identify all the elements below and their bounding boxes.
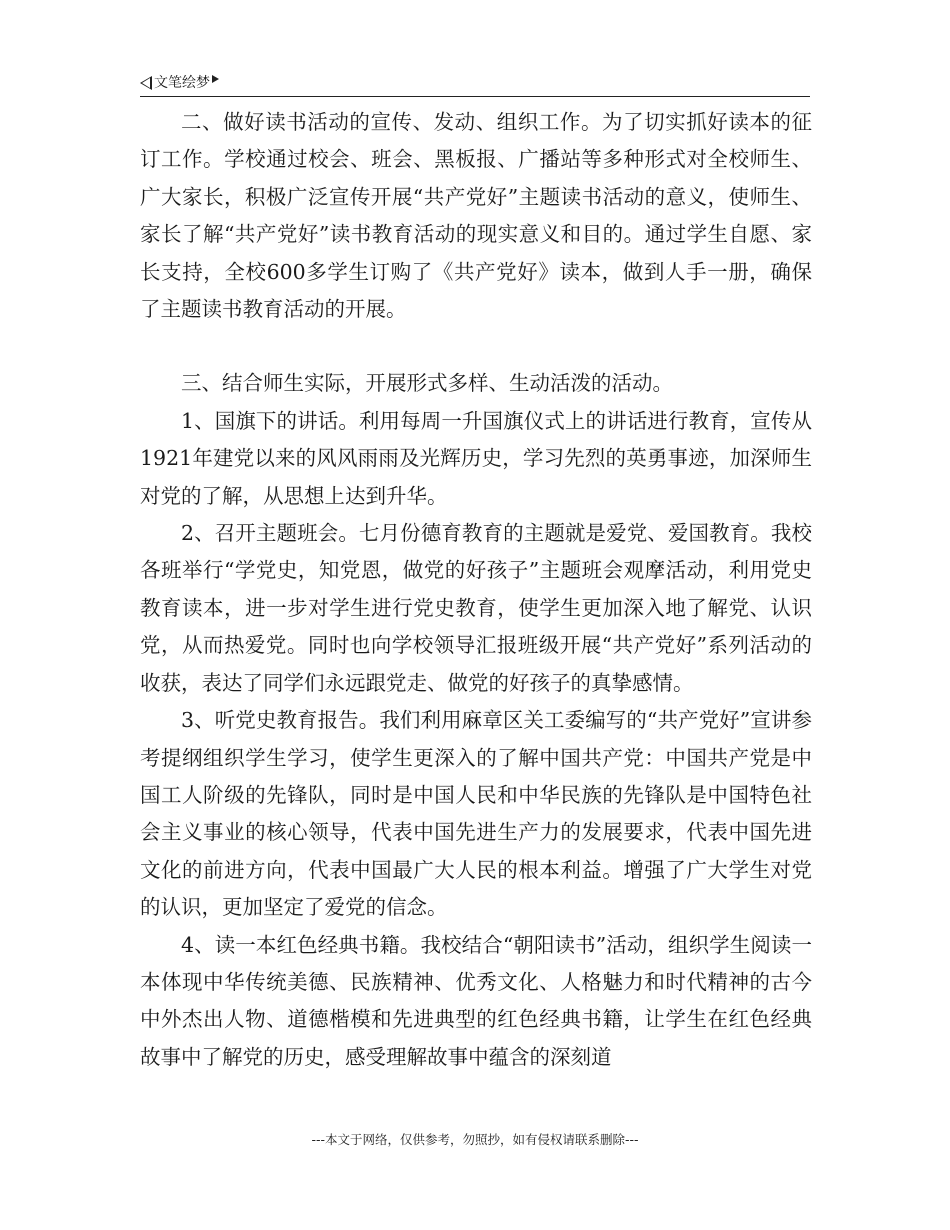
document-body <box>140 104 812 1076</box>
paragraph-flag-speech: 1、国旗下的讲话。利用每周一升国旗仪式上的讲话进行教育，宣传从1921年建党以来的风风雨雨及光辉历史，学习先烈的英勇事迹，加深师生对党的了解，从思想上达到升华。 <box>140 408 812 508</box>
paragraph-history-report: 3、听党史教育报告。我们利用麻章区关工委编写的“共产党好”宣讲参考提纲组织学生学习，使学生更深入的了解中国共产党：中国共产党是中国工人阶级的先锋队，同时是中国人民和中华民族的先锋队是中国特色社会主义事业的核心领导，代表中国先进生产力的发展要求，代表中国先进文化的前进方向，代表中国最广大人民的根本利益。增强了广大学生对党的认识，更加坚定了爱党的信念。 <box>140 708 812 920</box>
left-triangle-icon <box>140 76 152 90</box>
paragraph-section-three-heading: 三、结合师生实际，开展形式多样、生动活泼的活动。 <box>181 371 673 396</box>
right-triangle-icon <box>212 75 219 83</box>
paragraph-publicity: 二、做好读书活动的宣传、发动、组织工作。为了切实抓好读本的征订工作。学校通过校会、班会、黑板报、广播站等多种形式对全校师生、广大家长，积极广泛宣传开展“共产党好”主题读书活动的意义，使师生、家长了解“共产党好”读书教育活动的现实意义和目的。通过学生自愿、家长支持，全校600多学生订购了《共产党好》读本，做到人手一册，确保了主题读书教育活动的开展。 <box>140 110 812 322</box>
paragraph-class-meeting: 2、召开主题班会。七月份德育教育的主题就是爱党、爱国教育。我校各班举行“学党史，知党恩，做党的好孩子”主题班会观摩活动，利用党史教育读本，进一步对学生进行党史教育，使学生更加深入地了解党、认识党，从而热爱党。同时也向学校领导汇报班级开展“共产党好”系列活动的收获，表达了同学们永远跟党走、做党的好孩子的真挚感情。 <box>140 521 812 695</box>
paragraph-red-classics: 4、读一本红色经典书籍。我校结合“朝阳读书”活动，组织学生阅读一本体现中华传统美德、民族精神、优秀文化、人格魅力和时代精神的古今中外杰出人物、道德楷模和先进典型的红色经典书籍，让学生在红色经典故事中了解党的历史，感受理解故事中蕴含的深刻道 <box>140 932 812 1069</box>
page-footer: ---本文于网络，仅供参考，勿照抄，如有侵权请联系删除--- <box>311 1132 639 1147</box>
header-brand: 文笔绘梦 <box>154 75 210 91</box>
page-header <box>140 70 810 97</box>
